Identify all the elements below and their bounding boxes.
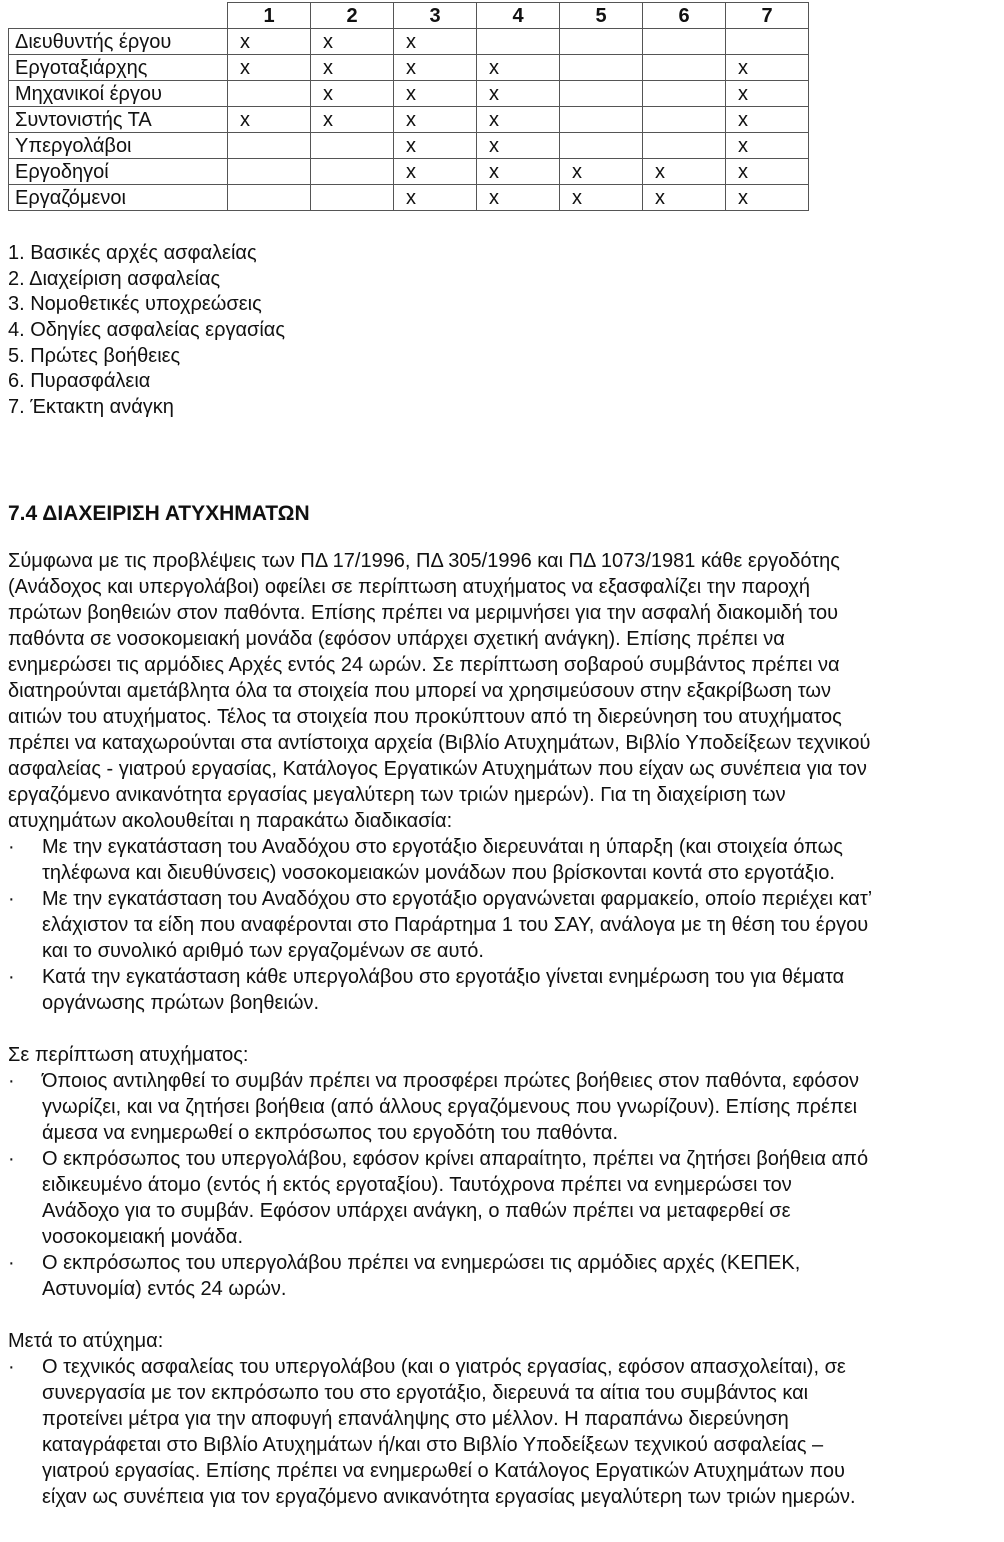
matrix-row bbox=[9, 185, 809, 211]
incident-heading: Σε περίπτωση ατυχήματος: bbox=[8, 1044, 249, 1066]
legend-item: 1. Βασικές αρχές ασφαλείας bbox=[8, 242, 257, 264]
bullet-item bbox=[8, 1068, 996, 1146]
matrix-col-header: 1 bbox=[228, 3, 311, 29]
bullet-line: ειδικευμένο άτομο (εντός ή εκτός εργοταξίου). Ταυτόχρονα πρέπει να ενημερώσει τον bbox=[42, 1174, 792, 1196]
bullet-line: συνεργασία με τον εκπρόσωπο του στο εργοτάξιο, διερευνά τα αίτια του συμβάντος και bbox=[42, 1382, 809, 1404]
bullet-line: γνωρίζει, και να ζητήσει βοήθεια (από άλλους εργαζόμενους που γνωρίζουν). Επίσης πρέπει bbox=[42, 1096, 858, 1118]
bullet-line: Ο εκπρόσωπος του υπεργολάβου, εφόσον κρίνει απαραίτητο, πρέπει να ζητήσει βοήθεια από bbox=[42, 1148, 869, 1170]
matrix-row bbox=[9, 29, 809, 55]
matrix-mark-cell bbox=[311, 133, 394, 159]
after-heading: Μετά το ατύχημα: bbox=[8, 1330, 164, 1352]
matrix-mark-cell: x bbox=[228, 29, 311, 55]
legend-item: 2. Διαχείριση ασφαλείας bbox=[8, 267, 221, 290]
bullet-item bbox=[8, 834, 996, 886]
bullet-line: Ανάδοχο για το συμβάν. Εφόσον υπάρχει ανάγκη, ο παθών πρέπει να μεταφερθεί σε bbox=[42, 1200, 791, 1222]
matrix-row bbox=[9, 159, 809, 185]
matrix-mark-cell: x bbox=[726, 55, 809, 81]
matrix-row bbox=[9, 81, 809, 107]
legend-item: 5. Πρώτες βοήθειες bbox=[8, 344, 181, 367]
bullet-line: Αστυνομία) εντός 24 ωρών. bbox=[42, 1278, 287, 1300]
intro-line: πρέπει να καταχωρούνται στα αντίστοιχα αρχεία (Βιβλίο Ατυχημάτων, Βιβλίο Υποδείξεων τεχνικού bbox=[8, 732, 871, 754]
matrix-mark-cell: x bbox=[477, 107, 560, 133]
matrix-col-header: 7 bbox=[726, 3, 809, 29]
matrix-mark-cell: x bbox=[394, 185, 477, 211]
bullet-line: προτείνει μέτρα για την αποφυγή επανάληψης στο μέλλον. Η παραπάνω διερεύνηση bbox=[42, 1408, 789, 1430]
matrix-corner-cell bbox=[9, 3, 228, 29]
matrix-col-header: 3 bbox=[394, 3, 477, 29]
matrix-row bbox=[9, 133, 809, 159]
section-body bbox=[8, 548, 996, 1510]
legend-item: 6. Πυρασφάλεια bbox=[8, 370, 151, 393]
matrix-mark-cell: x bbox=[726, 107, 809, 133]
bullet-symbol: · bbox=[8, 1356, 15, 1378]
matrix-mark-cell bbox=[643, 29, 726, 55]
matrix-mark-cell bbox=[643, 81, 726, 107]
matrix-role-cell: Μηχανικοί έργου bbox=[9, 81, 228, 107]
matrix-mark-cell bbox=[228, 133, 311, 159]
intro-line: (Ανάδοχος και υπεργολάβοι) οφείλει σε περίπτωση ατυχήματος να εξασφαλίζει την παροχή bbox=[8, 576, 810, 598]
intro-paragraph bbox=[8, 548, 996, 834]
matrix-mark-cell: x bbox=[394, 55, 477, 81]
matrix-mark-cell bbox=[643, 107, 726, 133]
matrix-mark-cell: x bbox=[726, 81, 809, 107]
matrix-role-cell: Εργαζόμενοι bbox=[9, 185, 228, 211]
matrix-row bbox=[9, 107, 809, 133]
bullet-line: Με την εγκατάσταση του Αναδόχου στο εργοτάξιο οργανώνεται φαρμακείο, οποίο περιέχει κατ’ bbox=[42, 888, 873, 910]
matrix-mark-cell: x bbox=[560, 159, 643, 185]
matrix-mark-cell: x bbox=[394, 81, 477, 107]
matrix-row bbox=[9, 55, 809, 81]
matrix-mark-cell: x bbox=[643, 185, 726, 211]
matrix-role-cell: Εργοδηγοί bbox=[9, 159, 228, 185]
matrix-mark-cell: x bbox=[311, 81, 394, 107]
bullet-item bbox=[8, 1250, 996, 1302]
matrix-mark-cell bbox=[228, 81, 311, 107]
matrix-mark-cell bbox=[311, 185, 394, 211]
bullet-symbol: · bbox=[8, 888, 15, 910]
bullet-symbol: · bbox=[8, 1252, 15, 1274]
bullet-line: τηλέφωνα και διευθύνσεις) νοσοκομειακών μονάδων που βρίσκονται κοντά στο εργοτάξιο. bbox=[42, 862, 835, 884]
intro-line: διατηρούνται αμετάβλητα όλα τα στοιχεία που μπορεί να χρησιμεύσουν στην εξακρίβωση των bbox=[8, 680, 831, 702]
bullet-line: είχαν ως συνέπεια για τον εργαζόμενο ανικανότητα εργασίας μεγαλύτερη των τριών ημερών. bbox=[42, 1486, 856, 1508]
matrix-mark-cell: x bbox=[643, 159, 726, 185]
bullet-line: νοσοκομειακή μονάδα. bbox=[42, 1226, 244, 1248]
bullet-item bbox=[8, 886, 996, 964]
matrix-mark-cell: x bbox=[311, 107, 394, 133]
bullet-line: και το συνολικό αριθμό των εργαζομένων σε αυτό. bbox=[42, 940, 484, 962]
matrix-mark-cell bbox=[560, 107, 643, 133]
intro-line: ασφαλείας - γιατρού εργασίας, Κατάλογος Εργατικών Ατυχημάτων που είχαν ως συνέπεια για τον bbox=[8, 758, 867, 780]
matrix-mark-cell bbox=[643, 133, 726, 159]
matrix-mark-cell: x bbox=[477, 55, 560, 81]
intro-line: ενημερώσει τις αρμόδιες Αρχές εντός 24 ωρών. Σε περίπτωση σοβαρού συμβάντος πρέπει να bbox=[8, 654, 840, 676]
matrix-mark-cell bbox=[560, 133, 643, 159]
bullet-line: καταγράφεται στο Βιβλίο Ατυχημάτων ή/και στο Βιβλίο Υποδείξεων τεχνικού ασφαλείας – bbox=[42, 1434, 824, 1456]
matrix-role-cell: Εργοταξιάρχης bbox=[9, 55, 228, 81]
matrix-mark-cell bbox=[643, 55, 726, 81]
training-matrix-table bbox=[8, 2, 809, 211]
matrix-mark-cell: x bbox=[726, 185, 809, 211]
matrix-mark-cell: x bbox=[477, 159, 560, 185]
matrix-role-cell: Υπεργολάβοι bbox=[9, 133, 228, 159]
bullet-line: άμεσα να ενημερωθεί ο εκπρόσωπος του εργοδότη του παθόντα. bbox=[42, 1122, 618, 1144]
matrix-mark-cell bbox=[560, 29, 643, 55]
intro-line: παθόντα σε νοσοκομειακή μονάδα (εφόσον υπάρχει σχετική ανάγκη). Επίσης πρέπει να bbox=[8, 628, 785, 650]
matrix-header-row bbox=[9, 3, 809, 29]
matrix-mark-cell: x bbox=[394, 133, 477, 159]
legend-item: 4. Οδηγίες ασφαλείας εργασίας bbox=[8, 319, 286, 342]
matrix-mark-cell: x bbox=[477, 185, 560, 211]
bullet-item bbox=[8, 1354, 996, 1510]
matrix-col-header: 5 bbox=[560, 3, 643, 29]
intro-line: αιτιών του ατυχήματος. Τέλος τα στοιχεία που προκύπτουν από τη διερεύνηση του ατυχήματος bbox=[8, 706, 842, 728]
bullet-line: ελάχιστον τα είδη που αναφέρονται στο Παράρτημα 1 του ΣΑΥ, ανάλογα με τη θέση του έργου bbox=[42, 914, 869, 936]
section-heading: 7.4 ΔΙΑΧΕΙΡΙΣΗ ΑΤΥΧΗΜΑΤΩΝ bbox=[8, 502, 310, 525]
bullet-line: Κατά την εγκατάσταση κάθε υπεργολάβου στο εργοτάξιο γίνεται ενημέρωση του για θέματα bbox=[42, 966, 845, 988]
bullet-item bbox=[8, 1146, 996, 1250]
intro-line: ατυχημάτων ακολουθείται η παρακάτω διαδικασία: bbox=[8, 810, 453, 832]
matrix-col-header: 4 bbox=[477, 3, 560, 29]
matrix-mark-cell: x bbox=[311, 55, 394, 81]
matrix-mark-cell: x bbox=[560, 185, 643, 211]
matrix-mark-cell: x bbox=[394, 107, 477, 133]
legend-item: 7. Έκτακτη ανάγκη bbox=[8, 396, 174, 419]
matrix-mark-cell bbox=[726, 29, 809, 55]
bullet-line: γιατρού εργασίας. Επίσης πρέπει να ενημερωθεί ο Κατάλογος Εργατικών Ατυχημάτων που bbox=[42, 1460, 845, 1482]
intro-line: Σύμφωνα με τις προβλέψεις των ΠΔ 17/1996, ΠΔ 305/1996 και ΠΔ 1073/1981 κάθε εργοδότης bbox=[8, 550, 840, 572]
matrix-mark-cell bbox=[228, 159, 311, 185]
intro-line: εργαζόμενο ανικανότητα εργασίας μεγαλύτερη των τριών ημερών). Για τη διαχείριση των bbox=[8, 784, 786, 806]
bullet-symbol: · bbox=[8, 1070, 15, 1092]
matrix-mark-cell bbox=[560, 55, 643, 81]
matrix-mark-cell: x bbox=[394, 159, 477, 185]
after-bullet-list bbox=[8, 1354, 996, 1510]
matrix-mark-cell: x bbox=[726, 133, 809, 159]
incident-bullet-list bbox=[8, 1068, 996, 1302]
bullet-line: οργάνωσης πρώτων βοηθειών. bbox=[42, 992, 320, 1014]
bullet-line: Ο εκπρόσωπος του υπεργολάβου πρέπει να ενημερώσει τις αρμόδιες αρχές (ΚΕΠΕΚ, bbox=[42, 1252, 801, 1274]
bullet-symbol: · bbox=[8, 836, 15, 858]
matrix-mark-cell: x bbox=[726, 159, 809, 185]
matrix-body bbox=[9, 29, 809, 211]
bullet-symbol: · bbox=[8, 966, 15, 988]
matrix-mark-cell bbox=[228, 185, 311, 211]
legend-item: 3. Νομοθετικές υποχρεώσεις bbox=[8, 293, 262, 316]
matrix-mark-cell bbox=[311, 159, 394, 185]
bullet-item bbox=[8, 964, 996, 1016]
bullet-line: Ο τεχνικός ασφαλείας του υπεργολάβου (και ο γιατρός εργασίας, εφόσον απασχολείται), σε bbox=[42, 1356, 846, 1378]
bullet-line: Όποιος αντιληφθεί το συμβάν πρέπει να προσφέρει πρώτες βοήθειες στον παθόντα, εφόσον bbox=[42, 1070, 859, 1092]
matrix-mark-cell: x bbox=[228, 107, 311, 133]
matrix-col-header: 6 bbox=[643, 3, 726, 29]
matrix-mark-cell: x bbox=[477, 133, 560, 159]
matrix-mark-cell bbox=[560, 81, 643, 107]
matrix-mark-cell: x bbox=[311, 29, 394, 55]
matrix-mark-cell bbox=[477, 29, 560, 55]
procedure-bullet-list bbox=[8, 834, 996, 1016]
matrix-mark-cell: x bbox=[228, 55, 311, 81]
matrix-role-cell: Διευθυντής έργου bbox=[9, 29, 228, 55]
training-topics-legend bbox=[8, 241, 285, 421]
matrix-mark-cell: x bbox=[477, 81, 560, 107]
bullet-line: Με την εγκατάσταση του Αναδόχου στο εργοτάξιο διερευνάται η ύπαρξη (και στοιχεία όπως bbox=[42, 836, 843, 858]
intro-line: πρώτων βοηθειών στον παθόντα. Επίσης πρέπει να μεριμνήσει για την ασφαλή διακομιδή του bbox=[8, 602, 839, 624]
bullet-symbol: · bbox=[8, 1148, 15, 1170]
matrix-mark-cell: x bbox=[394, 29, 477, 55]
matrix-col-header: 2 bbox=[311, 3, 394, 29]
matrix-role-cell: Συντονιστής ΤΑ bbox=[9, 107, 228, 133]
